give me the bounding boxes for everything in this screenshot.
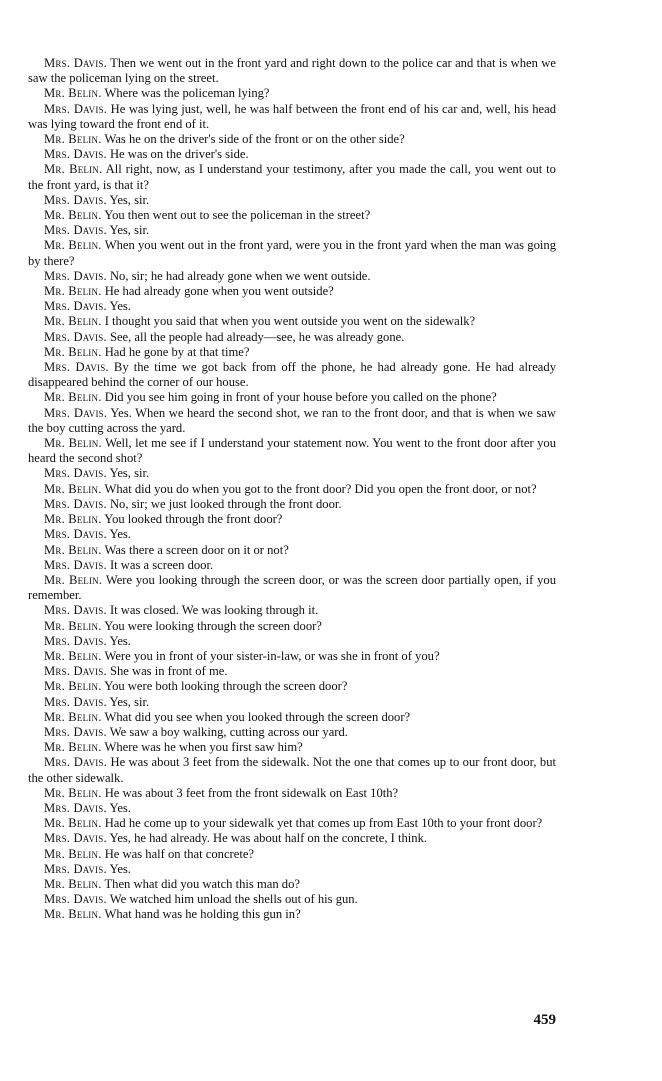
speech-text: By the time we got back from off the phone, he had already gone. He had already disappeared behind the corner of our house. (28, 360, 556, 390)
testimony-line (28, 801, 556, 816)
speaker-name: Mr. Belin. (44, 846, 102, 861)
speech-text: Had he come up to your sidewalk yet that comes up from East 10th to your front door? (104, 816, 543, 831)
speech-text: What did you see when you looked through the screen door? (104, 709, 411, 724)
speech-text: No, sir; he had already gone when we went outside. (109, 268, 371, 283)
speaker-name: Mrs. Davis. (44, 268, 107, 283)
speech-text: Yes. When we heard the second shot, we ran to the front door, and that is when we saw the boy cutting across the yard. (28, 405, 556, 435)
speech-text: We watched him unload the shells out of his gun. (109, 892, 358, 907)
testimony-line (28, 86, 556, 101)
speaker-name: Mr. Belin. (44, 816, 102, 831)
speech-text: All right, now, as I understand your testimony, after you made the call, you went out to the front yard, is that it? (28, 162, 556, 192)
testimony-line (28, 406, 556, 436)
speech-text: Were you in front of your sister-in-law, or was she in front of you? (104, 648, 440, 663)
speech-text: You looked through the front door? (104, 512, 283, 527)
speaker-name: Mr. Belin. (44, 436, 102, 451)
testimony-line (28, 755, 556, 785)
speaker-name: Mr. Belin. (44, 284, 102, 299)
speaker-name: Mr. Belin. (44, 481, 102, 496)
speech-text: It was a screen door. (109, 557, 214, 572)
speech-text: Did you see him going in front of your house before you called on the phone? (104, 390, 497, 405)
speaker-name: Mr. Belin. (44, 162, 103, 177)
speech-text: Yes, sir. (109, 466, 150, 481)
speech-text: Was he on the driver's side of the front or on the other side? (104, 132, 405, 147)
speaker-name: Mrs. Davis. (44, 603, 107, 618)
testimony-line (28, 299, 556, 314)
speaker-name: Mr. Belin. (44, 390, 102, 405)
speech-text: He was on the driver's side. (109, 147, 249, 162)
speaker-name: Mrs. Davis. (44, 496, 107, 511)
speaker-name: Mrs. Davis. (44, 56, 108, 70)
speech-text: Was there a screen door on it or not? (104, 542, 289, 557)
speech-text: He was about 3 feet from the sidewalk. Not the one that comes up to our front door, but the other sidewalk. (28, 755, 556, 785)
speaker-name: Mr. Belin. (44, 86, 102, 101)
speech-text: Had he gone by at that time? (104, 344, 250, 359)
speech-text: Yes. (109, 800, 131, 815)
speaker-name: Mr. Belin. (44, 785, 102, 800)
speaker-name: Mrs. Davis. (44, 329, 107, 344)
testimony-line (28, 147, 556, 162)
speaker-name: Mr. Belin. (44, 314, 102, 329)
speaker-name: Mrs. Davis. (44, 861, 107, 876)
testimony-line (28, 238, 556, 268)
speaker-name: Mrs. Davis. (44, 360, 109, 375)
speaker-name: Mrs. Davis. (44, 724, 107, 739)
speaker-name: Mrs. Davis. (44, 892, 107, 907)
testimony-line (28, 892, 556, 907)
testimony-line (28, 102, 556, 132)
speech-text: Yes. (109, 527, 131, 542)
testimony-line (28, 543, 556, 558)
testimony-line (28, 466, 556, 481)
speech-text: Yes, sir. (109, 192, 150, 207)
testimony-line (28, 907, 556, 922)
speaker-name: Mrs. Davis. (44, 223, 107, 238)
speech-text: Yes, sir. (109, 694, 150, 709)
speech-text: You were both looking through the screen door? (104, 679, 348, 694)
speaker-name: Mr. Belin. (44, 907, 102, 922)
testimony-line (28, 603, 556, 618)
testimony-line (28, 345, 556, 360)
speaker-name: Mr. Belin. (44, 344, 102, 359)
testimony-line (28, 269, 556, 284)
testimony-line (28, 314, 556, 329)
testimony-line (28, 649, 556, 664)
testimony-page (28, 56, 556, 923)
speech-text: Yes, he had already. He was about half on the concrete, I think. (109, 831, 428, 846)
transcript-body (28, 56, 556, 923)
speech-text: Yes. (109, 299, 131, 314)
testimony-line (28, 573, 556, 603)
testimony-line (28, 223, 556, 238)
speaker-name: Mrs. Davis. (44, 694, 107, 709)
speaker-name: Mr. Belin. (44, 132, 102, 147)
speech-text: You were looking through the screen door? (104, 618, 322, 633)
testimony-line (28, 558, 556, 573)
testimony-line (28, 725, 556, 740)
speech-text: It was closed. We was looking through it. (109, 603, 319, 618)
speaker-name: Mrs. Davis. (44, 466, 107, 481)
speaker-name: Mr. Belin. (44, 709, 102, 724)
speech-text: Where was he when you first saw him? (104, 740, 303, 755)
speech-text: He was about 3 feet from the front sidewalk on East 10th? (104, 785, 399, 800)
speaker-name: Mr. Belin. (44, 740, 102, 755)
speaker-name: Mr. Belin. (44, 679, 102, 694)
testimony-line (28, 679, 556, 694)
speech-text: He had already gone when you went outside? (104, 284, 334, 299)
testimony-line (28, 132, 556, 147)
speaker-name: Mrs. Davis. (44, 800, 107, 815)
testimony-line (28, 831, 556, 846)
speaker-name: Mr. Belin. (44, 208, 102, 223)
testimony-line (28, 695, 556, 710)
speech-text: Then we went out in the front yard and right down to the police car and that is when we saw the policeman lying on the street. (28, 56, 556, 86)
speech-text: No, sir; we just looked through the front door. (109, 496, 342, 511)
testimony-line (28, 527, 556, 542)
testimony-line (28, 56, 556, 86)
testimony-line (28, 497, 556, 512)
speaker-name: Mrs. Davis. (44, 405, 108, 420)
testimony-line (28, 664, 556, 679)
speech-text: Well, let me see if I understand your statement now. You went to the front door after you heard the second shot? (28, 436, 557, 466)
testimony-line (28, 710, 556, 725)
speaker-name: Mrs. Davis. (44, 527, 107, 542)
speech-text: I thought you said that when you went outside you went on the sidewalk? (104, 314, 476, 329)
speech-text: What hand was he holding this gun in? (104, 907, 301, 922)
speech-text: She was in front of me. (109, 664, 228, 679)
testimony-line (28, 816, 556, 831)
speaker-name: Mrs. Davis. (44, 147, 107, 162)
speech-text: Were you looking through the screen door, or was the screen door partially open, if you remember. (28, 572, 557, 603)
testimony-line (28, 390, 556, 405)
testimony-line (28, 862, 556, 877)
speaker-name: Mr. Belin. (44, 512, 102, 527)
speech-text: Yes, sir. (109, 223, 150, 238)
speaker-name: Mrs. Davis. (44, 664, 107, 679)
speaker-name: Mrs. Davis. (44, 299, 107, 314)
speech-text: Where was the policeman lying? (104, 86, 270, 101)
testimony-line (28, 877, 556, 892)
testimony-line (28, 786, 556, 801)
testimony-line (28, 360, 556, 390)
speech-text: We saw a boy walking, cutting across our yard. (109, 724, 348, 739)
speaker-name: Mrs. Davis. (44, 831, 107, 846)
speaker-name: Mr. Belin. (44, 648, 102, 663)
speaker-name: Mr. Belin. (44, 238, 102, 253)
testimony-line (28, 284, 556, 299)
testimony-line (28, 193, 556, 208)
speech-text: Yes. (109, 861, 131, 876)
testimony-line (28, 162, 556, 192)
speaker-name: Mr. Belin. (44, 542, 102, 557)
testimony-line (28, 436, 556, 466)
speech-text: When you went out in the front yard, were you in the front yard when the man was going by there? (28, 238, 556, 268)
speech-text: Then what did you watch this man do? (104, 876, 300, 891)
testimony-line (28, 847, 556, 862)
testimony-line (28, 482, 556, 497)
speaker-name: Mr. Belin. (44, 572, 103, 587)
speech-text: He was half on that concrete? (104, 846, 255, 861)
speaker-name: Mrs. Davis. (44, 633, 107, 648)
speaker-name: Mr. Belin. (44, 618, 102, 633)
speech-text: What did you do when you got to the front door? Did you open the front door, or not? (104, 481, 537, 496)
speaker-name: Mrs. Davis. (44, 755, 108, 770)
speaker-name: Mr. Belin. (44, 876, 102, 891)
testimony-line (28, 330, 556, 345)
speech-text: Yes. (109, 633, 131, 648)
testimony-line (28, 740, 556, 755)
speech-text: He was lying just, well, he was half between the front end of his car and, well, his head was lying toward the front end of it. (28, 101, 556, 131)
testimony-line (28, 208, 556, 223)
page-number: 459 (533, 1012, 556, 1028)
speech-text: See, all the people had already—see, he was already gone. (109, 329, 405, 344)
speaker-name: Mrs. Davis. (44, 557, 107, 572)
testimony-line (28, 512, 556, 527)
speech-text: You then went out to see the policeman in the street? (104, 208, 371, 223)
speaker-name: Mrs. Davis. (44, 192, 107, 207)
testimony-line (28, 634, 556, 649)
testimony-line (28, 619, 556, 634)
speaker-name: Mrs. Davis. (44, 101, 108, 116)
